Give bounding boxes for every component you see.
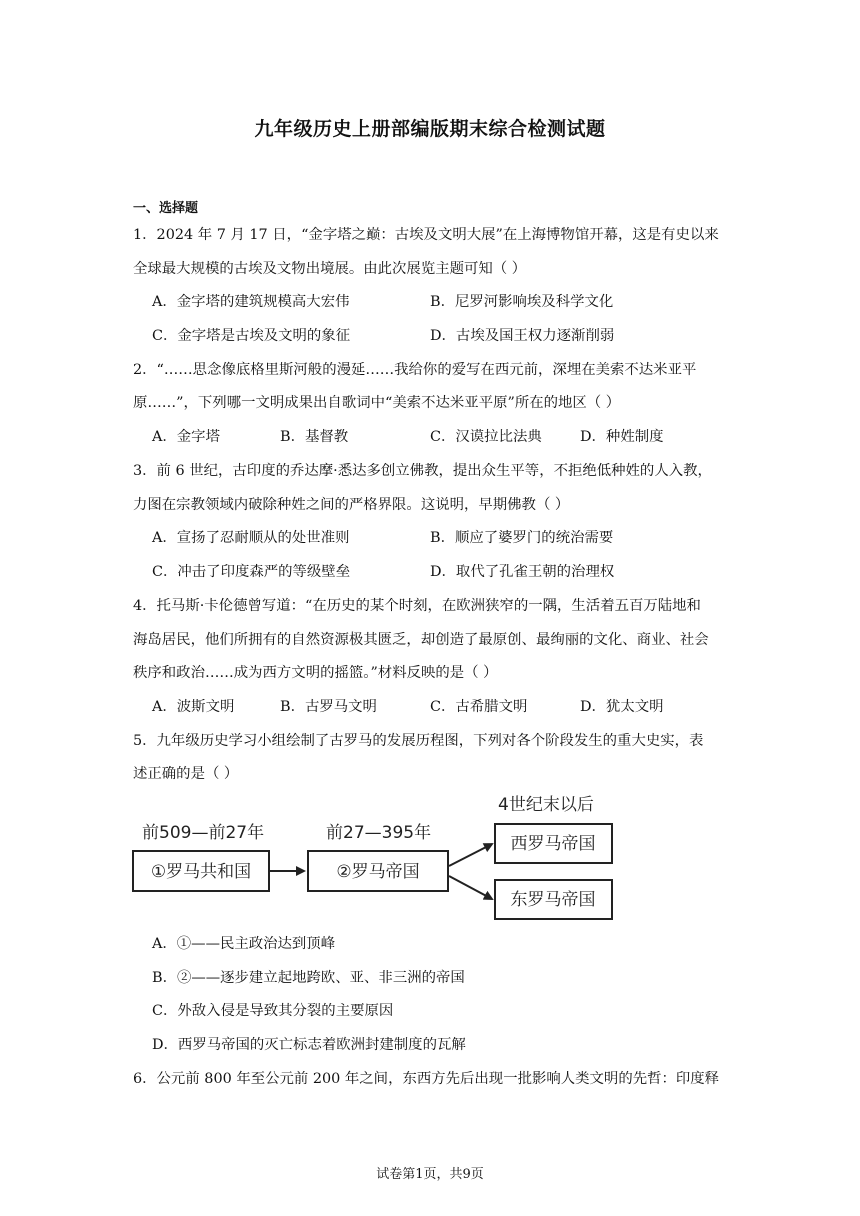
q2-option-a[interactable]: A．金字塔 — [152, 429, 220, 445]
q1-option-c[interactable]: C．金字塔是古埃及文明的象征 — [152, 328, 351, 344]
q5-option-a[interactable]: A．①——民主政治达到顶峰 — [152, 936, 336, 952]
q3-option-b[interactable]: B．顺应了婆罗门的统治需要 — [430, 530, 614, 546]
q3-option-a[interactable]: A．宣扬了忍耐顺从的处世准则 — [152, 530, 350, 546]
page-footer: 试卷第1页，共9页 — [376, 1167, 484, 1182]
page-title: 九年级历史上册部编版期末综合检测试题 — [254, 118, 606, 140]
q5-option-b[interactable]: B．②——逐步建立起地跨欧、亚、非三洲的帝国 — [152, 970, 465, 986]
label-empire-period: 前27—395年 — [326, 823, 432, 843]
q4-option-b[interactable]: B．古罗马文明 — [280, 699, 377, 715]
label-split-period: 4世纪末以后 — [498, 795, 594, 815]
q1-option-a[interactable]: A．金字塔的建筑规模高大宏伟 — [152, 294, 350, 310]
q1-stem-line1: 1．2024 年 7 月 17 日，“金字塔之巅：古埃及文明大展”在上海博物馆开幕，这是有史以来 — [133, 227, 719, 243]
q2-option-c[interactable]: C．汉谟拉比法典 — [430, 429, 542, 445]
box-empire-text: ②罗马帝国 — [336, 862, 420, 882]
rome-timeline-diagram — [128, 790, 628, 925]
q5-option-c[interactable]: C．外敌入侵是导致其分裂的主要原因 — [152, 1003, 394, 1019]
q4-stem-line2: 海岛居民，他们所拥有的自然资源极其匮乏，却创造了最原创、最绚丽的文化、商业、社会 — [133, 632, 709, 648]
q4-option-a[interactable]: A．波斯文明 — [152, 699, 235, 715]
q6-stem-line1: 6．公元前 800 年至公元前 200 年之间，东西方先后出现一批影响人类文明的先哲：印度释 — [133, 1071, 720, 1087]
q4-option-d[interactable]: D．犹太文明 — [580, 699, 664, 715]
q5-stem-line1: 5．九年级历史学习小组绘制了古罗马的发展历程图，下列对各个阶段发生的重大史实，表 — [133, 733, 704, 749]
q2-stem-line1: 2．“……思念像底格里斯河般的漫延……我给你的爱写在西元前，深埋在美索不达米亚平 — [133, 362, 697, 378]
q2-option-b[interactable]: B．基督教 — [280, 429, 349, 445]
box-west-rome-text: 西罗马帝国 — [510, 834, 596, 854]
q5-stem-line2: 述正确的是（ ） — [133, 766, 239, 782]
q3-option-c[interactable]: C．冲击了印度森严的等级壁垒 — [152, 564, 351, 580]
arrow-to-east — [449, 876, 492, 899]
q2-stem-line2: 原……”，下列哪一文明成果出自歌词中“美索不达米亚平原”所在的地区（ ） — [133, 395, 621, 411]
q1-option-d[interactable]: D．古埃及国王权力逐渐削弱 — [430, 328, 615, 344]
box-east-rome-text: 东罗马帝国 — [510, 890, 596, 910]
q3-stem-line2: 力图在宗教领域内破除种姓之间的严格界限。这说明，早期佛教（ ） — [133, 497, 570, 513]
label-republic-period: 前509—前27年 — [142, 823, 265, 843]
q1-option-b[interactable]: B．尼罗河影响埃及科学文化 — [430, 294, 614, 310]
q1-stem-line2: 全球最大规模的古埃及文物出境展。由此次展览主题可知（ ） — [133, 261, 527, 277]
q3-stem-line1: 3．前 6 世纪，古印度的乔达摩·悉达多创立佛教，提出众生平等，不拒绝低种姓的人入教， — [133, 463, 712, 479]
box-republic-text: ①罗马共和国 — [150, 862, 252, 882]
section-heading: 一、选择题 — [133, 201, 199, 216]
q4-stem-line1: 4．托马斯·卡伦德曾写道：“在历史的某个时刻，在欧洲狭窄的一隅，生活着五百万陆地和 — [133, 598, 701, 614]
q4-stem-line3: 秩序和政治……成为西方文明的摇篮。”材料反映的是（ ） — [133, 665, 498, 681]
q5-option-d[interactable]: D．西罗马帝国的灭亡标志着欧洲封建制度的瓦解 — [152, 1037, 466, 1053]
q3-option-d[interactable]: D．取代了孔雀王朝的治理权 — [430, 564, 615, 580]
q2-option-d[interactable]: D．种姓制度 — [580, 429, 664, 445]
arrow-to-west — [449, 844, 492, 866]
q4-option-c[interactable]: C．古希腊文明 — [430, 699, 528, 715]
